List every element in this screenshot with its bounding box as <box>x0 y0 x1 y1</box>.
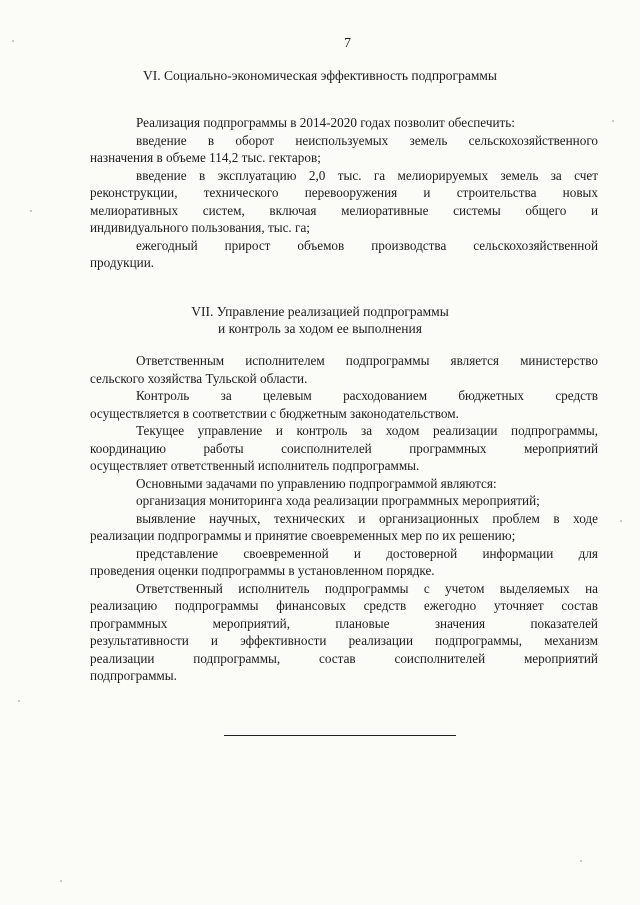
section-6-heading: VI. Социально-экономическая эффективность подпрограммы <box>143 68 497 83</box>
scan-speck <box>612 120 614 122</box>
body-line: Основными задачами по управлению подпрограммой являются: <box>136 475 497 491</box>
body-line: Реализация подпрограммы в 2014-2020 годах позволит обеспечить: <box>136 115 515 130</box>
body-line: организация мониторинга хода реализации программных мероприятий; <box>136 493 540 508</box>
scan-speck <box>620 520 622 522</box>
body-line: Ответственным исполнителем подпрограммы является министерство <box>136 353 598 368</box>
body-line: реализации подпрограммы, состав соисполнителей мероприятий <box>90 650 598 666</box>
scan-speck <box>60 880 62 882</box>
section-7-body <box>90 352 598 685</box>
body-line: осуществляется в соответствии с бюджетным законодательством. <box>90 405 459 421</box>
body-line: Ответственный исполнитель подпрограммы с учетом выделяемых на <box>136 580 598 596</box>
body-line: осуществляет ответственный исполнитель подпрограммы. <box>90 458 420 473</box>
body-line: индивидуального пользования, тыс. га; <box>90 220 310 235</box>
body-line: Контроль за целевым расходованием бюджетных средств <box>136 388 598 403</box>
body-line: сельского хозяйства Тульской области. <box>90 370 308 386</box>
body-line: реализации подпрограммы и принятие своевременных мер по их решению; <box>90 528 516 543</box>
page-number: 7 <box>344 36 351 51</box>
body-line: проведения оценки подпрограммы в установленном порядке. <box>90 563 435 578</box>
body-line: выявление научных, технических и организационных проблем в ходе <box>136 510 598 526</box>
scan-speck <box>580 860 582 862</box>
section-7-heading-line-2: и контроль за ходом ее выполнения <box>218 321 422 336</box>
body-line: ежегодный прирост объемов производства сельскохозяйственной <box>136 237 598 253</box>
body-line: назначения в объеме 114,2 тыс. гектаров; <box>90 150 321 165</box>
body-line: координацию работы соисполнителей программных мероприятий <box>90 440 598 456</box>
body-line: результативности и эффективности реализации подпрограммы, механизм <box>90 633 598 648</box>
body-line: введение в оборот неиспользуемых земель сельскохозяйственного <box>136 132 598 148</box>
body-line: введение в эксплуатацию 2,0 тыс. га мелиорируемых земель за счет <box>136 167 598 183</box>
body-line: продукции. <box>90 255 155 270</box>
body-line: мелиоративных систем, включая мелиоративные системы общего и <box>90 202 598 218</box>
body-line: программных мероприятий, плановые значения показателей <box>90 615 598 631</box>
body-line: реализацию подпрограммы финансовых средств ежегодно уточняет состав <box>90 598 598 613</box>
section-7-heading-line-1: VII. Управление реализацией подпрограммы <box>191 304 449 319</box>
section-6-body <box>90 114 598 272</box>
body-line: реконструкции, технического перевооружения и строительства новых <box>90 185 598 200</box>
scan-speck <box>18 700 20 702</box>
closing-rule <box>224 735 456 736</box>
body-line: представление своевременной и достоверной информации для <box>136 545 598 561</box>
scan-speck <box>12 40 14 42</box>
body-line: Текущее управление и контроль за ходом реализации подпрограммы, <box>136 423 598 438</box>
scan-speck <box>30 210 32 212</box>
body-line: подпрограммы. <box>90 668 177 683</box>
